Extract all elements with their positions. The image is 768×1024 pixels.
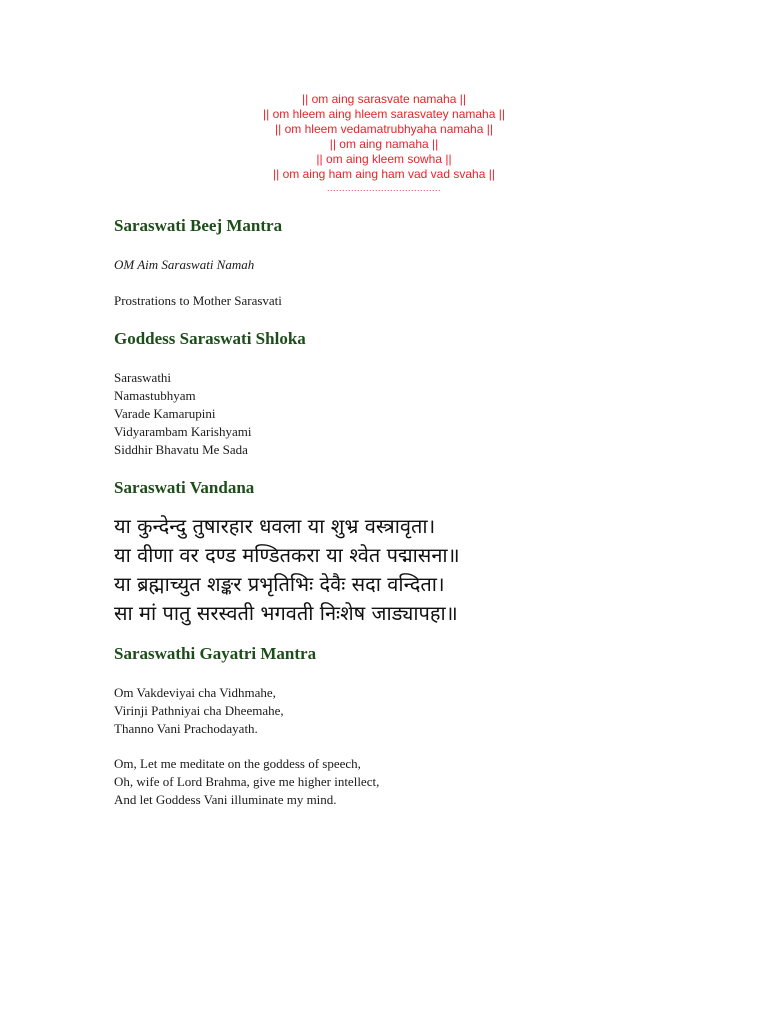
shloka-heading: Goddess Saraswati Shloka <box>114 329 306 348</box>
mantra-list <box>0 92 768 194</box>
mantra-separator: ...................................... <box>326 183 442 193</box>
beej-mantra-text: OM Aim Saraswati Namah <box>114 257 255 272</box>
translation-line: And let Goddess Vani illuminate my mind. <box>114 792 337 807</box>
gayatri-line: Virinji Pathniyai cha Dheemahe, <box>114 703 284 718</box>
mantra-line: || om aing namaha || <box>329 137 439 151</box>
gayatri-line: Thanno Vani Prachodayath. <box>114 721 258 736</box>
sanskrit-line: सा मां पातु सरस्वती भगवती निःशेष जाड्यापहा॥ <box>114 601 458 625</box>
translation-line: Om, Let me meditate on the goddess of speech, <box>114 756 361 771</box>
gayatri-line: Om Vakdeviyai cha Vidhmahe, <box>114 685 276 700</box>
shloka-line: Siddhir Bhavatu Me Sada <box>114 442 248 457</box>
shloka-text <box>114 369 251 459</box>
beej-mantra-meaning: Prostrations to Mother Sarasvati <box>114 293 282 308</box>
vandana-heading: Saraswati Vandana <box>114 478 255 497</box>
mantra-line: || om aing ham aing ham vad vad svaha || <box>273 167 495 181</box>
sanskrit-line: या कुन्देन्दु तुषारहार धवला या शुभ्र वस्त्रावृता। <box>114 514 436 538</box>
shloka-line: Namastubhyam <box>114 388 196 403</box>
translation-line: Oh, wife of Lord Brahma, give me higher intellect, <box>114 774 380 789</box>
sanskrit-line: या ब्रह्माच्युत शङ्कर प्रभृतिभिः देवैः सदा वन्दिता। <box>114 572 445 596</box>
gayatri-translation <box>114 755 379 809</box>
shloka-line: Vidyarambam Karishyami <box>114 424 252 439</box>
mantra-line: || om hleem aing hleem sarasvatey namaha || <box>263 107 505 121</box>
gayatri-heading: Saraswathi Gayatri Mantra <box>114 644 317 663</box>
beej-mantra-heading: Saraswati Beej Mantra <box>114 216 283 235</box>
mantra-line: || om hleem vedamatrubhyaha namaha || <box>275 122 493 136</box>
mantra-line: || om aing kleem sowha || <box>316 152 452 166</box>
sanskrit-line: या वीणा वर दण्ड मण्डितकरा या श्वेत पद्मासना॥ <box>114 543 460 567</box>
shloka-line: Varade Kamarupini <box>114 406 216 421</box>
shloka-line: Saraswathi <box>114 370 172 385</box>
gayatri-mantra-text <box>114 684 284 738</box>
mantra-line: || om aing sarasvate namaha || <box>302 92 466 106</box>
vandana-sanskrit-verse <box>114 512 460 628</box>
